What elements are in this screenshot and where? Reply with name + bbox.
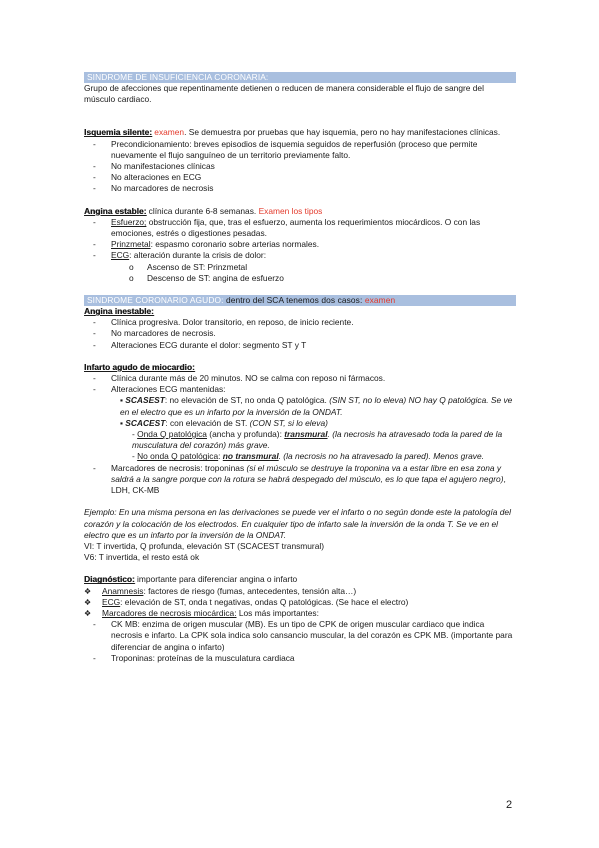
exam-tag: examen [364, 295, 396, 306]
list-item: - Alteraciones ECG mantenidas: [84, 384, 516, 395]
isquemia-heading: Isquemia silente: [84, 127, 152, 138]
infarto-heading-line [84, 362, 516, 373]
list-item: - Clínica progresiva. Dolor transitorio, en reposo, de inicio reciente. [84, 317, 516, 328]
isquemia-paragraph: Isquemia silente: examen. Se demuestra por pruebas que hay isquemia, pero no hay manifestaciones clínicas. [84, 127, 501, 138]
onda-q-item: - Onda Q patológica (ancha y profunda): transmural. (la necrosis ha atravesado toda la pared de la musculatura del corazón) más grave. [132, 429, 503, 451]
list-item: - Precondicionamiento: breves episodios de isquemia seguidos de reperfusión (proceso que permite nuevamente el flujo sanguíneo de un territorio previamente falto. [84, 139, 516, 161]
infarto-heading: Infarto agudo de miocardio: [84, 361, 195, 372]
no-onda-q-item: - No onda Q patológica: no transmural. (la necrosis no ha atravesado la pared). Menos grave. [132, 451, 484, 462]
page-content [84, 72, 516, 664]
ejemplo-paragraph: Ejemplo: En una misma persona en las derivaciones se puede ver el infarto o no según donde este la patología del corazón y la colocación de los electrodos. En cualquier tipo de infarto sale la inversión de la onda T. Se ve en el electro que es un infarto por la inversión de la ONDAT. [84, 507, 511, 540]
diagnostico-heading: Diagnóstico: [84, 574, 135, 585]
list-item: - Alteraciones ECG durante el dolor: segmento ST y T [84, 340, 516, 351]
scasest-item: ▪ SCASEST: no elevación de ST, no onda Q patológica. (SIN ST, no lo eleva) NO hay Q patológica. Se ve en el electro que es un infarto por la inversión de la ONDAT. [120, 395, 513, 417]
inestable-heading-line [84, 306, 516, 317]
section-title-sca: SINDROME CORONARIO AGUDO: dentro del SCA tenemos dos casos: examen [84, 295, 516, 306]
scacest-item: ▪ SCACEST: con elevación de ST. (CON ST, si lo eleva) [120, 417, 328, 428]
section-title-insuficiencia: SINDROME DE INSUFICIENCIA CORONARIA: [84, 72, 516, 83]
angina-paragraph: Angina estable: clínica durante 6-8 semanas. Examen los tipos [84, 205, 323, 216]
angina-heading: Angina estable: [84, 205, 147, 216]
list-item: - Esfuerzo; obstrucción fija, que, tras el esfuerzo, aumenta los requerimientos miocárdicos. O con las emociones, estrés o digestiones pesadas. [84, 217, 516, 239]
diag-item: ❖ ECG: elevación de ST, onda t negativas, ondas Q patológicas. (Se hace el electro) [84, 597, 516, 608]
inestable-heading: Angina inestable: [84, 306, 154, 317]
list-item: - Troponinas: proteínas de la musculatura cardiaca [84, 653, 516, 664]
diagnostico-paragraph: Diagnóstico: importante para diferenciar angina o infarto [84, 574, 298, 585]
list-item: - No marcadores de necrosis. [84, 328, 516, 339]
list-item: - No manifestaciones clínicas [84, 161, 516, 172]
page-number: 2 [506, 799, 513, 811]
list-item: - Prinzmetal: espasmo coronario sobre arterias normales. [84, 239, 516, 250]
diag-item: ❖ Anamnesis: factores de riesgo (fumas, antecedentes, tensión alta…) [84, 586, 516, 597]
vi-line: VI: T invertida, Q profunda, elevación ST (SCACEST transmural) [84, 540, 325, 551]
sub-list-item: o Ascenso de ST: Prinzmetal [84, 262, 516, 273]
exam-tag: Examen los tipos [258, 205, 323, 216]
exam-tag: examen [154, 127, 185, 138]
v6-line: V6: T invertida, el resto está ok [84, 552, 200, 563]
list-item: - No marcadores de necrosis [84, 183, 516, 194]
list-item: - No alteraciones en ECG [84, 172, 516, 183]
diag-item: ❖ Marcadores de necrosis miocárdica: Los más importantes: [84, 608, 516, 619]
list-item: - Clínica durante más de 20 minutos. NO se calma con reposo ni fármacos. [84, 373, 516, 384]
section-intro: Grupo de afecciones que repentinamente detienen o reducen de manera considerable el flujo de sangre del músculo cardiaco. [84, 83, 484, 105]
list-item: - ECG: alteración durante la crisis de dolor: [84, 250, 516, 261]
sub-list-item: o Descenso de ST: angina de esfuerzo [84, 273, 516, 284]
list-item: - Marcadores de necrosis: troponinas (si el músculo se destruye la troponina va a estar libre en esa zona y saldrá a la sangre porque con la rotura se habrá despegado del músculo, es lo que tapa el agujero negro), LDH, CK-MB [84, 463, 516, 497]
list-item: - CK MB: enzima de origen muscular (MB). Es un tipo de CPK de origen muscular cardiaco que indica necrosis e infarto. La CPK sola indica solo cansancio muscular, la del corazón es CPK MB. (importante para diferenciar de angina o infarto) [84, 619, 516, 653]
